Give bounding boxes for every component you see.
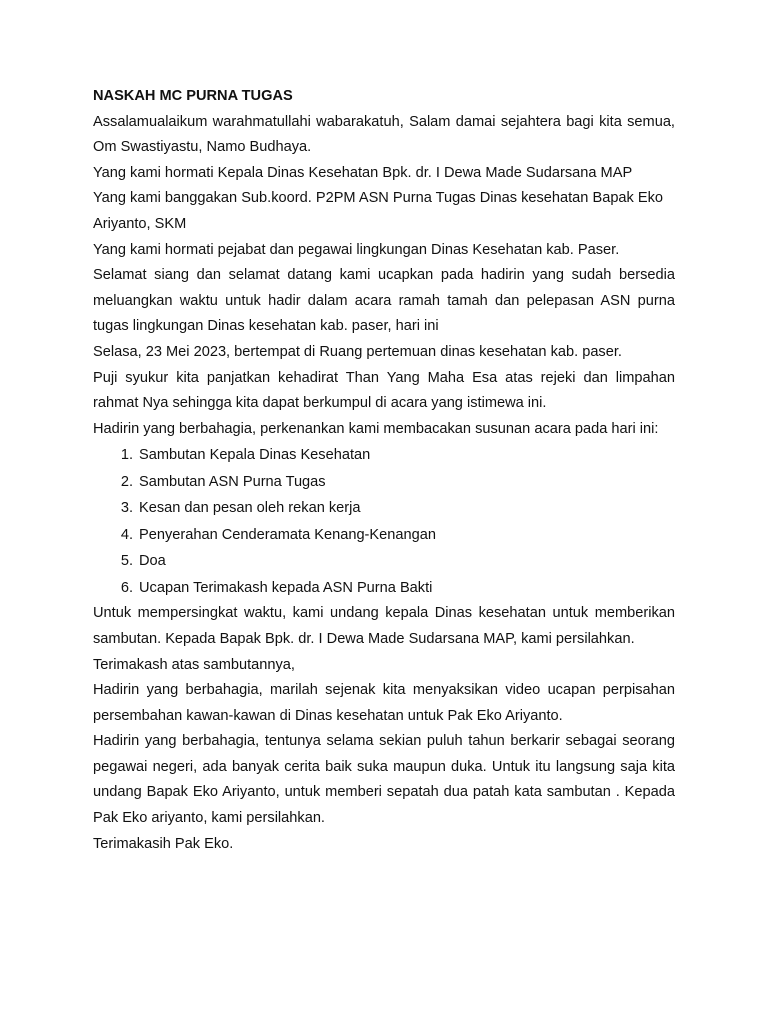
agenda-item-text: Penyerahan Cenderamata Kenang-Kenangan	[139, 526, 436, 543]
agenda-item	[120, 548, 675, 575]
agenda-item-text: Kesan dan pesan oleh rekan kerja	[139, 500, 361, 517]
agenda-item-number: 3.	[120, 500, 133, 517]
thanks-pak-eko: Terimakasih Pak Eko.	[93, 835, 234, 852]
greeting-subkoord: Yang kami banggakan Sub.koord. P2PM ASN Purna Tugas Dinas kesehatan Bapak Eko Ariyanto, SKM	[93, 190, 664, 232]
greeting-pegawai: Yang kami hormati pejabat dan pegawai lingkungan Dinas Kesehatan kab. Paser.	[93, 241, 620, 258]
opening-paragraph: Assalamualaikum warahmatullahi wabarakatuh, Salam damai sejahtera bagi kita semua, Om Swastiyastu, Namo Budhaya.	[93, 113, 675, 156]
gratitude-paragraph: Puji syukur kita panjatkan kehadirat Than Yang Maha Esa atas rejeki dan limpahan rahmat Nya sehingga kita dapat berkumpul di acara yang istimewa ini.	[93, 369, 675, 412]
agenda-intro: Hadirin yang berbahagia, perkenankan kami membacakan susunan acara pada hari ini:	[93, 420, 659, 437]
greeting-kepala-dinas: Yang kami hormati Kepala Dinas Kesehatan Bpk. dr. I Dewa Made Sudarsana MAP	[93, 164, 633, 181]
agenda-item	[120, 495, 675, 522]
thanks-sambutan: Terimakash atas sambutannya,	[93, 656, 295, 673]
invite-kepala-dinas-paragraph: Untuk mempersingkat waktu, kami undang kepala Dinas kesehatan untuk memberikan sambutan. Kepada Bapak Bpk. dr. I Dewa Made Sudarsana MAP, kami persilahkan.	[93, 605, 675, 647]
agenda-item-text: Ucapan Terimakash kepada ASN Purna Bakti	[139, 579, 433, 596]
event-date-paragraph: Selasa, 23 Mei 2023, bertempat di Ruang pertemuan dinas kesehatan kab. paser.	[93, 343, 622, 360]
document-title: NASKAH MC PURNA TUGAS	[93, 88, 293, 104]
agenda-item	[120, 522, 675, 549]
agenda-item-number: 5.	[120, 553, 133, 570]
agenda-item	[120, 442, 675, 469]
agenda-item-number: 2.	[120, 473, 133, 490]
video-paragraph: Hadirin yang berbahagia, marilah sejenak kita menyaksikan video ucapan perpisahan persembahan kawan-kawan di Dinas kesehatan untuk Pak Eko Ariyanto.	[93, 682, 675, 724]
document-page	[93, 84, 675, 857]
agenda-item	[120, 575, 675, 602]
invite-eko-paragraph: Hadirin yang berbahagia, tentunya selama sekian puluh tahun berkarir sebagai seorang pegawai negeri, ada banyak cerita baik suka maupun duka. Untuk itu langsung saja kita undang Bapak Eko Ariyanto, untuk memberi sepatah dua patah kata sambutan . Kepada Pak Eko ariyanto, kami persilahkan.	[93, 733, 675, 827]
agenda-item-number: 6.	[120, 579, 133, 596]
agenda-item	[120, 469, 675, 496]
agenda-list	[93, 442, 675, 601]
agenda-item-number: 1.	[120, 447, 133, 464]
welcome-paragraph: Selamat siang dan selamat datang kami ucapkan pada hadirin yang sudah bersedia meluangkan waktu untuk hadir dalam acara ramah tamah dan pelepasan ASN purna tugas lingkungan Dinas kesehatan kab. paser, hari ini	[93, 267, 675, 335]
agenda-item-text: Sambutan Kepala Dinas Kesehatan	[139, 447, 371, 464]
agenda-item-text: Sambutan ASN Purna Tugas	[139, 473, 326, 490]
agenda-item-number: 4.	[120, 526, 133, 543]
agenda-item-text: Doa	[139, 553, 166, 570]
